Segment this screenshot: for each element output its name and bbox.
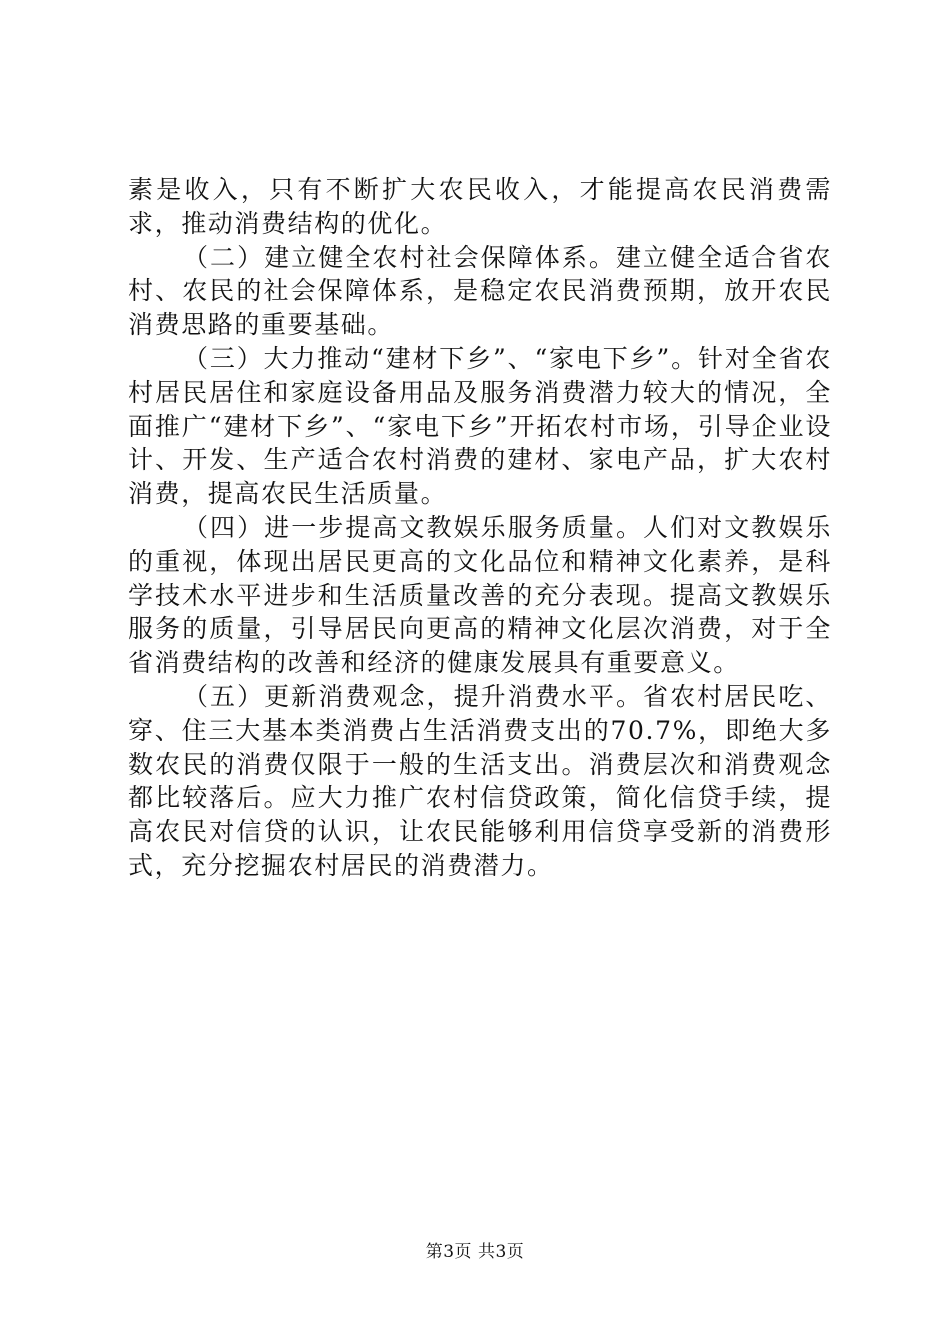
page-number-footer: 第3页 共3页 [425, 1242, 525, 1262]
document-body [128, 173, 832, 883]
paragraph-rural-goods: （三）大力推动“建材下乡”、“家电下乡”。针对全省农村居民居住和家庭设备用品及服务消费潜力较大的情况，全面推广“建材下乡”、“家电下乡”开拓农村市场，引导企业设计、开发、生产适合农村消费的建材、家电产品，扩大农村消费，提高农民生活质量。 [128, 343, 832, 509]
paragraph-continuation: 素是收入，只有不断扩大农民收入，才能提高农民消费需求，推动消费结构的优化。 [128, 175, 832, 238]
paragraph-consumption-concept: （五）更新消费观念，提升消费水平。省农村居民吃、穿、住三大基本类消费占生活消费支出的70.7%，即绝大多数农民的消费仅限于一般的生活支出。消费层次和消费观念都比较落后。应大力推广农村信贷政策，简化信贷手续，提高农民对信贷的认识，让农民能够利用信贷享受新的消费形式，充分挖掘农村居民的消费潜力。 [128, 681, 832, 880]
paragraph-culture-education: （四）进一步提高文教娱乐服务质量。人们对文教娱乐的重视，体现出居民更高的文化品位和精神文化素养，是科学技术水平进步和生活质量改善的充分表现。提高文教娱乐服务的质量，引导居民向更高的精神文化层次消费，对于全省消费结构的改善和经济的健康发展具有重要意义。 [128, 512, 832, 678]
paragraph-social-security: （二）建立健全农村社会保障体系。建立健全适合省农村、农民的社会保障体系，是稳定农民消费预期，放开农民消费思路的重要基础。 [128, 242, 832, 340]
